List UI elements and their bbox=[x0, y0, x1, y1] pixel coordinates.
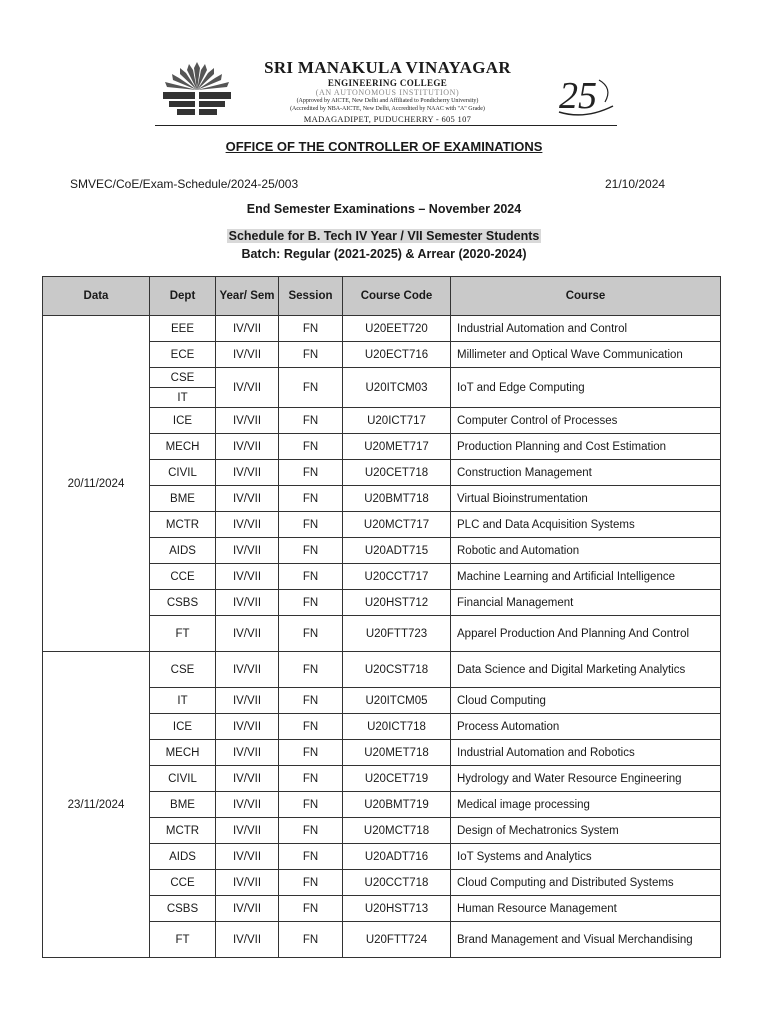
year-sem-cell: IV/VII bbox=[216, 792, 279, 818]
year-sem-cell: IV/VII bbox=[216, 870, 279, 896]
course-cell: Cloud Computing and Distributed Systems bbox=[451, 870, 721, 896]
year-sem-cell: IV/VII bbox=[216, 368, 279, 408]
course-code-cell: U20CCT717 bbox=[343, 564, 451, 590]
dept-cell: IT bbox=[150, 388, 216, 408]
course-code-cell: U20ICT718 bbox=[343, 714, 451, 740]
session-cell: FN bbox=[279, 896, 343, 922]
course-code-cell: U20CST718 bbox=[343, 652, 451, 688]
course-cell: Robotic and Automation bbox=[451, 538, 721, 564]
header-divider bbox=[155, 125, 617, 126]
table-header-row bbox=[43, 277, 721, 316]
table-body bbox=[43, 316, 721, 958]
letterhead bbox=[155, 58, 620, 126]
table-row bbox=[43, 652, 721, 688]
college-subtitle: ENGINEERING COLLEGE bbox=[327, 78, 448, 88]
dept-cell: EEE bbox=[150, 316, 216, 342]
dept-cell: FT bbox=[150, 616, 216, 652]
dept-cell: ECE bbox=[150, 342, 216, 368]
session-cell: FN bbox=[279, 714, 343, 740]
issue-date: 21/10/2024 bbox=[605, 177, 666, 191]
course-cell: Brand Management and Visual Merchandising bbox=[451, 922, 721, 958]
header-dept: Dept bbox=[150, 277, 216, 316]
dept-cell: MCTR bbox=[150, 512, 216, 538]
course-cell: Millimeter and Optical Wave Communication bbox=[451, 342, 721, 368]
session-cell: FN bbox=[279, 538, 343, 564]
course-code-cell: U20MCT717 bbox=[343, 512, 451, 538]
course-cell: Human Resource Management bbox=[451, 896, 721, 922]
course-cell: Medical image processing bbox=[451, 792, 721, 818]
course-code-cell: U20MCT718 bbox=[343, 818, 451, 844]
dept-cell: FT bbox=[150, 922, 216, 958]
course-code-cell: U20ITCM03 bbox=[343, 368, 451, 408]
year-sem-cell: IV/VII bbox=[216, 316, 279, 342]
course-cell: Financial Management bbox=[451, 590, 721, 616]
dept-cell: MECH bbox=[150, 434, 216, 460]
course-cell: Computer Control of Processes bbox=[451, 408, 721, 434]
dept-cell: CIVIL bbox=[150, 766, 216, 792]
autonomous-line: (AN AUTONOMOUS INSTITUTION) bbox=[315, 88, 460, 97]
course-cell: Machine Learning and Artificial Intelligence bbox=[451, 564, 721, 590]
year-sem-cell: IV/VII bbox=[216, 590, 279, 616]
dept-cell: ICE bbox=[150, 714, 216, 740]
year-sem-cell: IV/VII bbox=[216, 740, 279, 766]
dept-cell: MECH bbox=[150, 740, 216, 766]
session-cell: FN bbox=[279, 460, 343, 486]
header-session: Session bbox=[279, 277, 343, 316]
session-cell: FN bbox=[279, 688, 343, 714]
header-year-sem: Year/ Sem bbox=[216, 277, 279, 316]
reference-number: SMVEC/CoE/Exam-Schedule/2024-25/003 bbox=[70, 177, 299, 191]
course-cell: Production Planning and Cost Estimation bbox=[451, 434, 721, 460]
course-cell: Industrial Automation and Robotics bbox=[451, 740, 721, 766]
dept-cell: MCTR bbox=[150, 818, 216, 844]
course-cell: Apparel Production And Planning And Control bbox=[451, 616, 721, 652]
year-sem-cell: IV/VII bbox=[216, 512, 279, 538]
course-code-cell: U20FTT724 bbox=[343, 922, 451, 958]
year-sem-cell: IV/VII bbox=[216, 766, 279, 792]
dept-cell: IT bbox=[150, 688, 216, 714]
course-code-cell: U20EET720 bbox=[343, 316, 451, 342]
schedule-heading-text: Schedule for B. Tech IV Year / VII Semester Students bbox=[228, 229, 540, 243]
course-cell: PLC and Data Acquisition Systems bbox=[451, 512, 721, 538]
session-cell: FN bbox=[279, 342, 343, 368]
course-code-cell: U20HST712 bbox=[343, 590, 451, 616]
schedule-heading bbox=[0, 229, 768, 243]
course-cell: Cloud Computing bbox=[451, 688, 721, 714]
course-cell: Construction Management bbox=[451, 460, 721, 486]
course-code-cell: U20ECT716 bbox=[343, 342, 451, 368]
header-date: Data bbox=[43, 277, 150, 316]
year-sem-cell: IV/VII bbox=[216, 408, 279, 434]
session-cell: FN bbox=[279, 922, 343, 958]
session-cell: FN bbox=[279, 870, 343, 896]
year-sem-cell: IV/VII bbox=[216, 818, 279, 844]
table-row bbox=[43, 316, 721, 342]
anniversary-logo bbox=[555, 68, 617, 118]
year-sem-cell: IV/VII bbox=[216, 922, 279, 958]
year-sem-cell: IV/VII bbox=[216, 460, 279, 486]
year-sem-cell: IV/VII bbox=[216, 564, 279, 590]
course-cell: Data Science and Digital Marketing Analytics bbox=[451, 652, 721, 688]
session-cell: FN bbox=[279, 316, 343, 342]
year-sem-cell: IV/VII bbox=[216, 844, 279, 870]
session-cell: FN bbox=[279, 408, 343, 434]
exam-schedule-table bbox=[42, 276, 721, 958]
year-sem-cell: IV/VII bbox=[216, 652, 279, 688]
session-cell: FN bbox=[279, 616, 343, 652]
dept-cell: BME bbox=[150, 792, 216, 818]
exam-date-cell: 20/11/2024 bbox=[43, 316, 150, 652]
course-cell: Process Automation bbox=[451, 714, 721, 740]
dept-cell: CIVIL bbox=[150, 460, 216, 486]
course-cell: Design of Mechatronics System bbox=[451, 818, 721, 844]
course-cell: Hydrology and Water Resource Engineering bbox=[451, 766, 721, 792]
dept-cell: CCE bbox=[150, 564, 216, 590]
course-code-cell: U20FTT723 bbox=[343, 616, 451, 652]
session-cell: FN bbox=[279, 512, 343, 538]
session-cell: FN bbox=[279, 652, 343, 688]
course-code-cell: U20CET719 bbox=[343, 766, 451, 792]
course-code-cell: U20ITCM05 bbox=[343, 688, 451, 714]
course-code-cell: U20MET718 bbox=[343, 740, 451, 766]
session-cell: FN bbox=[279, 844, 343, 870]
exam-title: End Semester Examinations – November 2024 bbox=[246, 202, 522, 216]
dept-cell: CSE bbox=[150, 368, 216, 388]
session-cell: FN bbox=[279, 368, 343, 408]
year-sem-cell: IV/VII bbox=[216, 434, 279, 460]
dept-cell: CSE bbox=[150, 652, 216, 688]
office-title: OFFICE OF THE CONTROLLER OF EXAMINATIONS bbox=[225, 139, 543, 154]
dept-cell: ICE bbox=[150, 408, 216, 434]
course-code-cell: U20ADT716 bbox=[343, 844, 451, 870]
course-cell: IoT and Edge Computing bbox=[451, 368, 721, 408]
year-sem-cell: IV/VII bbox=[216, 342, 279, 368]
session-cell: FN bbox=[279, 590, 343, 616]
batch-heading: Batch: Regular (2021-2025) & Arrear (2020-2024) bbox=[241, 247, 527, 261]
session-cell: FN bbox=[279, 564, 343, 590]
year-sem-cell: IV/VII bbox=[216, 616, 279, 652]
course-code-cell: U20ADT715 bbox=[343, 538, 451, 564]
exam-date-cell: 23/11/2024 bbox=[43, 652, 150, 958]
dept-cell: CSBS bbox=[150, 590, 216, 616]
college-name: SRI MANAKULA VINAYAGAR bbox=[264, 58, 511, 77]
course-code-cell: U20BMT719 bbox=[343, 792, 451, 818]
session-cell: FN bbox=[279, 766, 343, 792]
approval-line: (Approved by AICTE, New Delhi and Affiliated to Pondicherry University) bbox=[296, 98, 479, 104]
session-cell: FN bbox=[279, 792, 343, 818]
course-code-cell: U20HST713 bbox=[343, 896, 451, 922]
course-cell: IoT Systems and Analytics bbox=[451, 844, 721, 870]
year-sem-cell: IV/VII bbox=[216, 688, 279, 714]
dept-cell: BME bbox=[150, 486, 216, 512]
anniversary-number: 25 bbox=[559, 75, 597, 117]
course-code-cell: U20CCT718 bbox=[343, 870, 451, 896]
dept-cell: CCE bbox=[150, 870, 216, 896]
dept-cell: AIDS bbox=[150, 538, 216, 564]
course-code-cell: U20CET718 bbox=[343, 460, 451, 486]
year-sem-cell: IV/VII bbox=[216, 896, 279, 922]
course-code-cell: U20ICT717 bbox=[343, 408, 451, 434]
header-course: Course bbox=[451, 277, 721, 316]
course-cell: Virtual Bioinstrumentation bbox=[451, 486, 721, 512]
course-code-cell: U20MET717 bbox=[343, 434, 451, 460]
session-cell: FN bbox=[279, 486, 343, 512]
session-cell: FN bbox=[279, 818, 343, 844]
session-cell: FN bbox=[279, 434, 343, 460]
dept-cell: AIDS bbox=[150, 844, 216, 870]
dept-cell: CSBS bbox=[150, 896, 216, 922]
header-course-code: Course Code bbox=[343, 277, 451, 316]
session-cell: FN bbox=[279, 740, 343, 766]
year-sem-cell: IV/VII bbox=[216, 714, 279, 740]
address-line: MADAGADIPET, PUDUCHERRY - 605 107 bbox=[303, 114, 472, 124]
course-code-cell: U20BMT718 bbox=[343, 486, 451, 512]
accreditation-line: (Accredited by NBA-AICTE, New Delhi, Accredited by NAAC with "A" Grade) bbox=[290, 106, 485, 112]
year-sem-cell: IV/VII bbox=[216, 486, 279, 512]
course-cell: Industrial Automation and Control bbox=[451, 316, 721, 342]
year-sem-cell: IV/VII bbox=[216, 538, 279, 564]
